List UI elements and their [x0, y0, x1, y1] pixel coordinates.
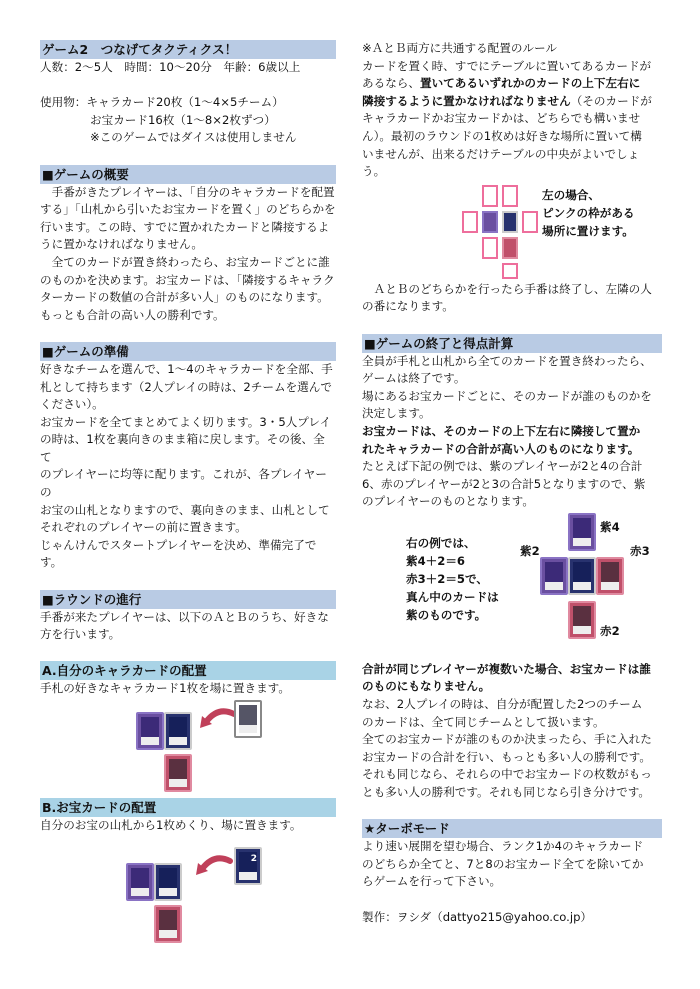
- rule-line: いませんが、出来るだけテーブルの中央がよいでしょう。: [362, 146, 640, 179]
- placement-note-1: 左の場合、: [542, 187, 600, 202]
- setup-line: それぞれのプレイヤーの前に置きます。: [40, 520, 247, 535]
- tag-purple-4: 紫4: [600, 519, 620, 534]
- end-line: 決定します。: [362, 406, 431, 421]
- card-treasure-center: [568, 557, 596, 595]
- end-heading: ■ゲームの終了と得点計算: [362, 334, 662, 353]
- round-heading: ■ラウンドの進行: [40, 590, 336, 609]
- card-treasure-center: [154, 863, 182, 901]
- rule-text: あるなら、: [362, 76, 420, 91]
- turbo-line: らゲームを行って下さい。: [362, 874, 502, 889]
- example-line: 真ん中のカードは: [406, 589, 499, 604]
- card-red-below: [164, 754, 192, 792]
- section-b-line: 自分のお宝の山札から1枚めくり、場に置きます。: [40, 818, 302, 832]
- scoring-example-figure: [362, 511, 662, 661]
- end-bold-line: お宝カードは、そのカードの上下左右に隣接して置か: [362, 423, 641, 438]
- tag-red-2: 赤2: [600, 623, 620, 638]
- end-line: のプレイヤーのものとなります。: [362, 494, 534, 509]
- end-line: とも多い人の勝利です。それも同じなら引き分けです。: [362, 785, 650, 800]
- arrow-icon: [198, 706, 238, 732]
- overview-line: ターカードの数値の合計が多い人」のものになります。: [40, 290, 329, 305]
- overview-line: 手番がきたプレイヤーは、「自分のキャラカードを配置: [40, 184, 335, 199]
- tie-line: のものにもなりません。: [362, 679, 491, 694]
- placement-note-3: 場所に置けます。: [542, 223, 634, 238]
- figure-b: [40, 835, 336, 965]
- card-red-bottom: [568, 601, 596, 639]
- section-a-heading: A.自分のキャラカードの配置: [40, 661, 336, 680]
- section-a-line: 手札の好きなキャラカード1枚を場に置きます。: [40, 681, 290, 696]
- card-white-hand: [234, 700, 262, 738]
- turbo-heading: ★ターボモード: [362, 819, 662, 838]
- example-line: 右の例では、: [406, 535, 476, 550]
- figure-a: [40, 698, 336, 798]
- end-line: たとえば下記の例では、紫のプレイヤーが2と4の合計: [362, 459, 643, 474]
- card-treasure-center: [164, 712, 192, 750]
- turn-end-line: ＡとＢのどちらかを行ったら手番は終了し、左隣の人: [362, 281, 652, 296]
- arrow-icon: [194, 853, 234, 879]
- item-chara-cards: キャラカード20枚（1～4×5チーム）: [86, 95, 284, 110]
- setup-line: の時は、1枚を裏向きのまま箱に戻します。その後、全て: [40, 432, 325, 464]
- card-purple-top: [568, 513, 596, 551]
- end-line: なお、2人プレイの時は、自分が配置した2つのチーム: [362, 697, 643, 712]
- turbo-line: より速い展開を望む場合、ランク1か4のキャラカード: [362, 839, 644, 854]
- round-line: 方を行います。: [40, 627, 121, 642]
- setup-line: お宝の山札となりますので、裏向きのまま、山札として: [40, 502, 330, 517]
- rule-line: カードを置く時、すでにテーブルに置いてあるカードが: [362, 58, 652, 73]
- pink-slot: [522, 211, 538, 233]
- section-b-heading: B.お宝カードの配置: [40, 798, 336, 817]
- end-line: 場にあるお宝カードごとに、そのカードが誰のものかを: [362, 388, 652, 403]
- end-line: それも同じなら、それらの中でお宝カードの枚数がもっ: [362, 767, 652, 782]
- end-line: のカードは、全て同じチームとして扱います。: [362, 714, 605, 729]
- overview-line: 行います。この時、すでに置かれたカードと隣接するよ: [40, 219, 330, 234]
- pink-slot: [482, 185, 498, 207]
- card-red-below: [154, 905, 182, 943]
- items-line-1: [40, 94, 336, 112]
- item-dice-note: ※このゲームではダイスは使用しません: [90, 130, 297, 145]
- rule-text: （そのカードが: [570, 93, 652, 108]
- overview-line: のものかを決めます。お宝カードは、「隣接するキャラク: [40, 272, 335, 287]
- example-line: 赤3＋2＝5で、: [406, 571, 488, 586]
- setup-line: 札として持ちます（2人プレイの時は、2チームを選んで: [40, 379, 332, 394]
- end-line: お宝カードの合計を行い、もっとも多い人の勝利です。: [362, 749, 651, 764]
- card-purple-left: [136, 712, 164, 750]
- end-line: 6、赤のプレイヤーが2と3の合計5となりますので、紫: [362, 476, 646, 491]
- rule-line: ん）。最初のラウンドの1枚めは好きな場所に置いて構: [362, 128, 642, 143]
- setup-heading: ■ゲームの準備: [40, 342, 336, 361]
- overview-line: うに置かなければなりません。: [40, 237, 204, 252]
- rule-bold-text: 置いてあるいずれかのカードの上下左右に: [419, 76, 641, 91]
- turn-end-line: の番になります。: [362, 299, 454, 314]
- rule-title: ※ＡとＢ両方に共通する配置のルール: [362, 41, 557, 55]
- mini-card-red: [502, 237, 518, 259]
- end-line: 全員が手札と山札から全てのカードを置き終わったら、: [362, 353, 652, 368]
- end-line: 全てのお宝カードが誰のものか決まったら、手に入れた: [362, 732, 652, 747]
- rule-bold-text: 隣接するように置かなければなりません: [362, 93, 571, 108]
- end-bold-line: れたキャラカードの合計が高い人のものになります。: [362, 441, 640, 456]
- pink-slot: [462, 211, 478, 233]
- pink-slot: [482, 237, 498, 259]
- setup-line: ください）。: [40, 397, 104, 412]
- right-column: [362, 40, 662, 926]
- setup-line: お宝カードを全てまとめてよく切ります。3・5人プレイ: [40, 414, 332, 429]
- tag-red-3: 赤3: [630, 543, 650, 558]
- mini-card-purple: [482, 211, 498, 233]
- players-line: 人数：2～5人 時間：10～20分 年齢：6歳以上: [40, 60, 301, 74]
- overview-heading: ■ゲームの概要: [40, 165, 336, 184]
- setup-line: 好きなチームを選んで、1～4のキャラカードを全部、手: [40, 361, 333, 376]
- card-red-right: [596, 557, 624, 595]
- pink-slot: [502, 185, 518, 207]
- card-treasure-drawn: [234, 847, 262, 885]
- placement-figure: [362, 181, 662, 281]
- pink-slot: [502, 263, 518, 279]
- overview-line: もっとも合計の高い人の勝利です。: [40, 307, 225, 322]
- game-title: ゲーム2 つなげてタクティクス！: [40, 40, 336, 59]
- item-treasure-cards: お宝カード16枚（1～8×2枚ずつ）: [90, 112, 276, 127]
- setup-line: のプレイヤーに均等に配ります。これが、各プレイヤーの: [40, 467, 327, 500]
- example-line: 紫4＋2＝6: [406, 553, 465, 568]
- setup-line: じゃんけんでスタートプレイヤーを決め、準備完了です。: [40, 537, 317, 570]
- overview-line: する」「山札から引いたお宝カードを置く」のどちらかを: [40, 202, 336, 217]
- rule-line: [362, 75, 662, 93]
- turbo-line: のどちらか全てと、7と8のお宝カード全てを除いてか: [362, 856, 644, 871]
- round-line: 手番が来たプレイヤーは、以下のＡとＢのうち、好きな: [40, 609, 329, 624]
- items-label: 使用物：: [40, 95, 87, 110]
- example-line: 紫のものです。: [406, 607, 487, 622]
- placement-note-2: ピンクの枠がある: [542, 205, 635, 220]
- rule-line: キャラカードかお宝カードかは、どちらでも構いませ: [362, 111, 641, 126]
- card-purple-left: [540, 557, 568, 595]
- treasure-card-number: 2: [250, 853, 257, 864]
- tag-purple-2: 紫2: [520, 543, 540, 558]
- overview-line: 全てのカードが置き終わったら、お宝カードごとに誰: [40, 254, 330, 269]
- tie-line: 合計が同じプレイヤーが複数いた場合、お宝カードは誰: [362, 661, 651, 676]
- card-purple-left: [126, 863, 154, 901]
- end-line: ゲームは終了です。: [362, 371, 466, 386]
- credit-line: 製作：ヲシダ（dattyo215@yahoo.co.jp）: [362, 909, 593, 924]
- mini-card-treasure: [502, 211, 518, 233]
- rule-line: [362, 93, 662, 111]
- left-column: [40, 40, 336, 965]
